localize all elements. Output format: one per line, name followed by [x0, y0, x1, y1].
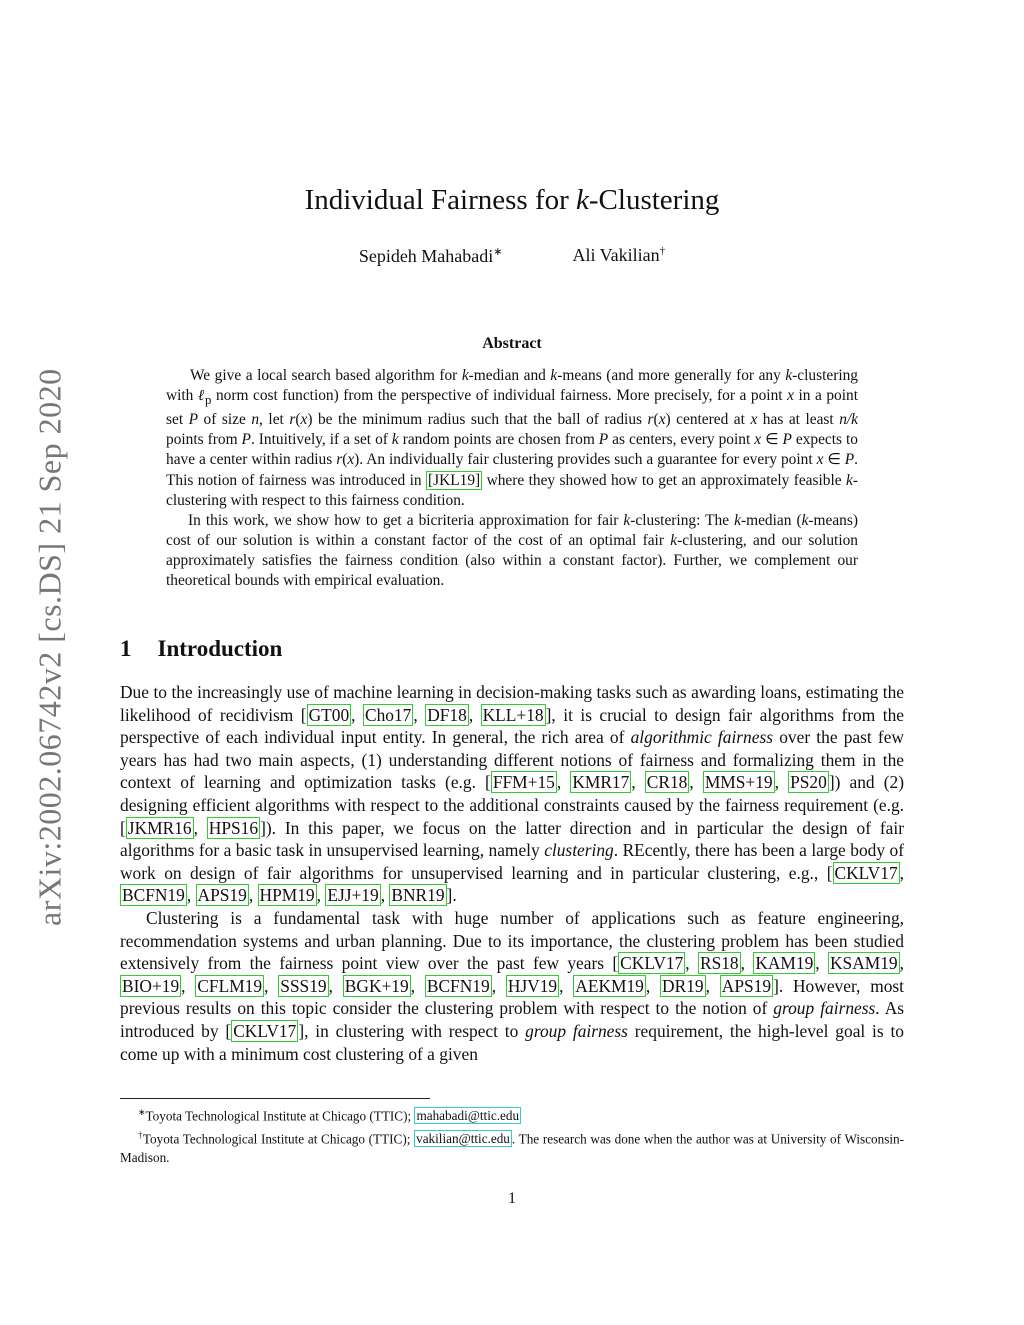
author-mark: ∗: [493, 246, 503, 258]
author: [359, 245, 503, 267]
math-or-emphasis: P: [844, 451, 855, 469]
title-suffix: -Clustering: [588, 184, 720, 216]
author-list: [0, 245, 1024, 267]
arxiv-sidebar-stamp: arXiv:2002.06742v2 [cs.DS] 21 Sep 2020: [31, 368, 68, 927]
math-or-emphasis: r: [289, 411, 296, 429]
math-or-emphasis: k: [550, 367, 558, 384]
math-or-emphasis: k: [623, 511, 631, 529]
math-or-emphasis: x: [816, 451, 824, 469]
math-or-emphasis: x: [300, 411, 308, 429]
citation-link[interactable]: BCFN19: [426, 975, 490, 996]
author-name: Ali Vakilian: [572, 245, 660, 265]
citation-link[interactable]: EJJ+19: [327, 885, 379, 906]
body-paragraph: Clustering is a fundamental task with huge number of applications such as feature engineering, recommendation systems and urban planning. Due to its importance, the clustering problem has been studied extensively from the fairness point view over the past few years [ CKLV17 , RS18 , KAM19 , KSAM19 , BIO+19 , CFLM19 , SSS19 , BGK+19 , BCFN19 , HJV19 , AEKM19 , DR19 , APS19 ]. However, most previous results on this topic consider the clustering problem with respect to the notion of group fairness. As introduced by [ CKLV17 ], in clustering with respect to group fairness requirement, the high-level goal is to come up with a minimum cost clustering of a given: [120, 907, 905, 1064]
citation-link[interactable]: BNR19: [391, 885, 445, 906]
citation-link[interactable]: KMR17: [572, 772, 630, 793]
author-mark: †: [659, 245, 666, 257]
citation-link[interactable]: JKMR16: [127, 817, 192, 838]
math-or-emphasis: k: [785, 367, 793, 384]
footnote-rule: [120, 1098, 430, 1099]
math-or-emphasis: k: [801, 511, 809, 529]
math-or-emphasis: x: [347, 451, 355, 469]
citation-link[interactable]: BIO+19: [122, 975, 180, 996]
citation-link[interactable]: CKLV17: [233, 1020, 297, 1041]
abstract-paragraph: In this work, we show how to get a bicriteria approximation for fair k-clustering: The k-median (k-means) cost of our solution is within a constant factor of the cost of an optimal fair k-clustering, and our solution approximately satisfies the fairness condition (also within a constant factor). Further, we complement our theoretical bounds with empirical evaluation.: [166, 511, 858, 590]
footnote: †Toyota Technological Institute at Chicago (TTIC); vakilian@ttic.edu . The research was done when the author was at University of Wisconsin-Madison.: [120, 1129, 905, 1165]
citation-link[interactable]: FFM+15: [492, 772, 555, 793]
math-or-emphasis: algorithmic fairness: [630, 727, 774, 748]
math-or-emphasis: k: [461, 367, 469, 384]
citation-link[interactable]: HPS16: [208, 817, 259, 838]
footnote: ∗Toyota Technological Institute at Chicago (TTIC); mahabadi@ttic.edu: [138, 1107, 520, 1124]
math-or-emphasis: group fairness: [525, 1020, 628, 1041]
abstract-paragraph: We give a local search based algorithm for k-median and k-means (and more generally for any k-clustering with ℓ$_p$ norm cost function) from the perspective of individual fairness. More precisely, for a point x in a point set P of size n, let r(x) be the minimum radius such that the ball of radius r(x) centered at x has at least n/k points from P. Intuitively, if a set of k random points are chosen from P as centers, every point x ∈ P expects to have a center within radius r(x). An individually fair clustering provides such a guarantee for every point x ∈ P. This notion of fairness was introduced in [JKL19] where they showed how to get an approximately feasible k-clustering with respect to this fairness condition.: [166, 367, 858, 509]
math-or-emphasis: x: [754, 431, 762, 449]
math-or-emphasis: k: [670, 531, 678, 549]
citation-link[interactable]: HPM19: [259, 885, 315, 906]
citation-link[interactable]: KSAM19: [829, 953, 898, 974]
section-heading: [120, 636, 282, 662]
citation-link[interactable]: DF18: [427, 704, 467, 725]
math-or-emphasis: n/k: [839, 411, 858, 429]
math-or-emphasis: P: [241, 431, 251, 449]
section-number: 1: [120, 636, 132, 661]
author-name: Sepideh Mahabadi: [358, 246, 494, 266]
math-or-emphasis: clustering: [544, 840, 614, 861]
math-or-emphasis: r: [336, 451, 343, 469]
citation-link[interactable]: PS20: [790, 772, 827, 793]
math-or-emphasis: x: [750, 411, 758, 429]
citation-link[interactable]: CKLV17: [620, 953, 684, 974]
abstract-heading: Abstract: [482, 335, 542, 352]
abstract: [166, 366, 858, 591]
title-prefix: Individual Fairness for: [304, 184, 577, 216]
footnote-mark: ∗: [138, 1107, 146, 1117]
citation-link[interactable]: RS18: [699, 953, 739, 974]
citation-link[interactable]: CFLM19: [197, 975, 263, 996]
math-or-emphasis: n: [251, 411, 260, 429]
citation-link[interactable]: MMS+19: [704, 772, 773, 793]
email-link[interactable]: mahabadi@ttic.edu: [416, 1108, 520, 1124]
math-or-emphasis: k: [391, 431, 399, 449]
citation-link[interactable]: BCFN19: [122, 885, 185, 906]
citation-link[interactable]: AEKM19: [575, 975, 644, 996]
email-link[interactable]: vakilian@ttic.edu: [416, 1131, 510, 1147]
math-or-emphasis: k: [846, 471, 853, 489]
footnote-mark: †: [138, 1129, 143, 1140]
citation-link[interactable]: CR18: [646, 772, 688, 793]
math-or-emphasis: group fairness: [773, 998, 876, 1019]
page-number: 1: [508, 1190, 516, 1207]
citation-link[interactable]: HJV19: [507, 975, 558, 996]
citation-link[interactable]: CKLV17: [834, 862, 898, 883]
math-or-emphasis: x: [658, 411, 666, 429]
citation-link[interactable]: BGK+19: [344, 975, 409, 996]
citation-link[interactable]: KAM19: [755, 953, 814, 974]
citation-link[interactable]: APS19: [721, 975, 772, 996]
section-title: Introduction: [157, 636, 283, 661]
paper-title: [0, 184, 1024, 217]
citation-link[interactable]: SSS19: [280, 975, 327, 996]
introduction-body: [120, 681, 904, 1065]
math-or-emphasis: r: [647, 411, 654, 429]
math-or-emphasis: x: [787, 387, 794, 405]
math-or-emphasis: P: [188, 411, 199, 429]
citation-link[interactable]: [JKL19]: [428, 471, 481, 489]
math-or-emphasis: P: [782, 431, 792, 449]
author: [573, 245, 666, 267]
citation-link[interactable]: GT00: [308, 704, 350, 725]
math-subscript: p: [205, 393, 212, 408]
math-or-emphasis: P: [598, 431, 609, 449]
math-or-emphasis: ℓ: [197, 387, 206, 405]
footnotes: [120, 1103, 904, 1167]
citation-link[interactable]: Cho17: [364, 704, 412, 725]
citation-link[interactable]: APS19: [197, 885, 247, 906]
body-paragraph: Due to the increasingly use of machine learning in decision-making tasks such as awarding loans, estimating the likelihood of recidivism [ GT00 , Cho17 , DF18 , KLL+18 ], it is crucial to design fair algorithms from the perspective of each individual input entity. In general, the rich area of algorithmic fairness over the past few years has had two main aspects, (1) understanding different notions of fairness and formalizing them in the context of learning and optimization tasks (e.g. [ FFM+15 , KMR17 , CR18 , MMS+19 , PS20 ]) and (2) designing efficient algorithms with respect to the additional constraints caused by the fairness requirement (e.g. [ JKMR16 , HPS16 ]). In this paper, we focus on the latter direction and in particular the design of fair algorithms for a basic task in unsupervised learning, namely clustering. REcently, there has been a large body of work on design of fair algorithms for unsupervised learning and in particular clustering, e.g., [ CKLV17 , BCFN19 , APS19 , HPM19 , EJJ+19 , BNR19 ].: [120, 682, 904, 906]
math-or-emphasis: k: [734, 511, 741, 529]
citation-link[interactable]: KLL+18: [482, 704, 544, 725]
title-k: k: [576, 184, 589, 216]
citation-link[interactable]: DR19: [662, 975, 704, 996]
